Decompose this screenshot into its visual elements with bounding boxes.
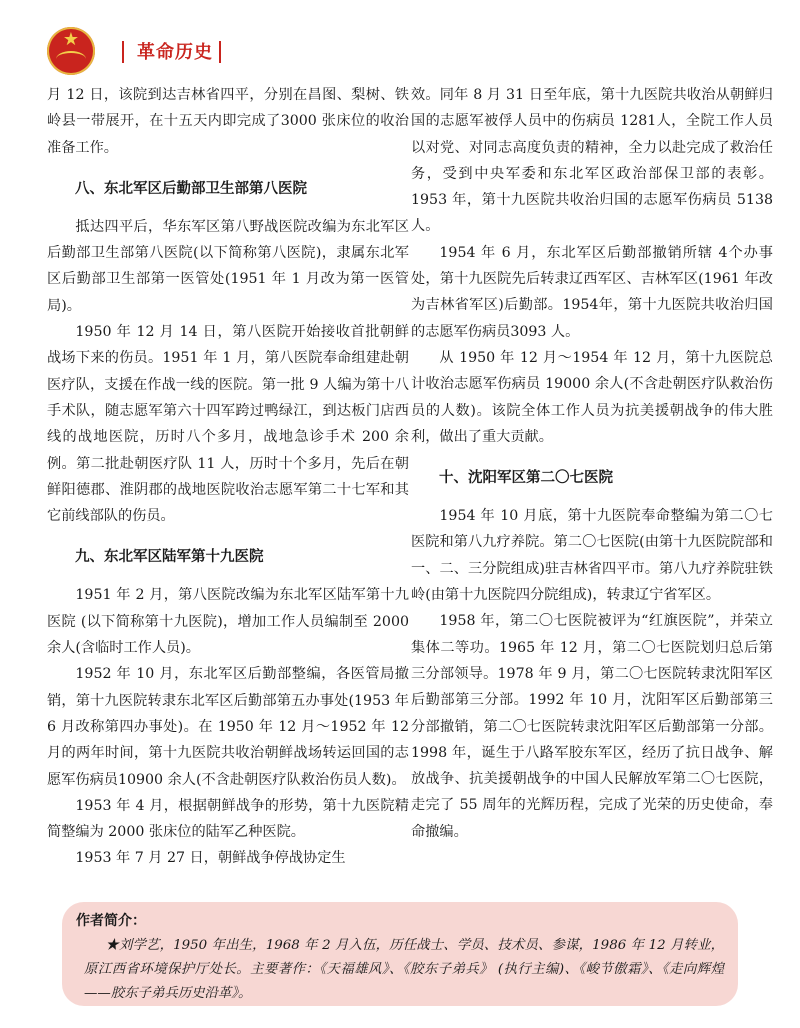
paragraph: 1954 年 10 月底，第十九医院奉命整编为第二〇七医院和第八九疗养院。第二〇七医院(由第十九医院院部和一、二、三分院组成)驻吉林省四平市。第八九疗养院驻铁岭(由第十九医院四分院组成)，转隶辽宁省军区。 (411, 508, 773, 604)
section-title: 革命历史 (137, 42, 213, 63)
paragraph: 月 12 日，该院到达吉林省四平，分别在昌图、梨树、铁岭县一带展开，在十五天内即完成了3000 张床位的收治准备工作。 (47, 87, 409, 156)
paragraph: 效。同年 8 月 31 日至年底，第十九医院共收治从朝鲜归国的志愿军被俘人员中的伤病员 1281人，全院工作人员以对党、对同志高度负责的精神，全力以赴完成了救治任务，受到中央军委和东北军区政治部保卫部的表彰。1953 年，第十九医院共收治归国的志愿军伤病员 5138 人。 (411, 87, 773, 235)
section-heading-10: 十、沈阳军区第二〇七医院 (439, 470, 613, 487)
header-divider-right (219, 41, 221, 63)
paragraph: 1953 年 7 月 27 日，朝鲜战争停战协定生 (75, 850, 346, 867)
author-bio-box (62, 902, 738, 1006)
paragraph: 1953 年 4 月，根据朝鲜战争的形势，第十九医院精简整编为 2000 张床位的陆军乙种医院。 (47, 797, 409, 841)
page-header (0, 0, 800, 80)
author-bio-label: 作者简介： (76, 913, 146, 929)
paragraph: 1958 年，第二〇七医院被评为“红旗医院”，并荣立集体二等功。1965 年 12 月，第二〇七医院划归总后第三分部领导。1978 年 9 月，第二〇七医院转隶沈阳军区后勤部第三分部。1992 年 10 月，沈阳军区后勤部第三分部撤销，第二〇七医院转隶沈阳军区后勤部第一分部。1998 年，诞生于八路军胶东军区，经历了抗日战争、解放战争、抗美援朝战争的中国人民解放军第二〇七医院，走完了 55 周年的光辉历程，完成了光荣的历史使命，奉命撤编。 (411, 613, 773, 840)
paragraph: 1952 年 10 月，东北军区后勤部整编，各医管局撤销，第十九医院转隶东北军区后勤部第五办事处(1953 年 6 月改称第四办事处)。在 1950 年 12 月～1952 年 12 月的两年时间，第十九医院共收治朝鲜战场转运回国的志愿军伤病员10900 余人(不含赴朝医疗队救治伤员人数)。 (47, 666, 409, 788)
emblem-logo (47, 27, 95, 75)
author-bio-text: ★刘学艺，1950 年出生，1968 年 2 月入伍，历任战士、学员、技术员、参谋，1986 年 12 月转业，原江西省环境保护厅处长。主要著作：《天福雄风》、《胶东子弟兵》 (执行主编)、《峻节傲霜》、《走向辉煌——胶东子弟兵历史沿革》。 (84, 938, 724, 1001)
section-heading-8: 八、东北军区后勤部卫生部第八医院 (75, 180, 307, 197)
paragraph: 抵达四平后，华东军区第八野战医院改编为东北军区后勤部卫生部第八医院(以下简称第八医院)，隶属东北军区后勤部卫生部第一医管处(1951 年 1 月改为第一医管局)。 (47, 218, 409, 314)
header-divider-left (122, 41, 124, 63)
paragraph: 1954 年 6 月，东北军区后勤部撤销所辖 4个办事处，第十九医院先后转隶辽西军区、吉林军区(1961 年改为吉林省军区)后勤部。1954年，第十九医院共收治归国的志愿军伤病员3093 人。 (411, 244, 773, 340)
star-icon: ★ (62, 29, 80, 50)
right-column (411, 82, 773, 845)
paragraph: 从 1950 年 12 月～1954 年 12 月，第十九医院总计收治志愿军伤病员 19000 余人(不含赴朝医疗队救治伤员的人数)。该院全体工作人员为抗美援朝战争的伟大胜利，做出了重大贡献。 (411, 349, 773, 445)
left-column (47, 82, 409, 872)
paragraph: 1951 年 2 月，第八医院改编为东北军区陆军第十九医院 (以下简称第十九医院)，增加工作人员编制至 2000 余人(含临时工作人员)。 (47, 587, 409, 657)
emblem-arc (56, 51, 86, 67)
section-heading-9: 九、东北军区陆军第十九医院 (75, 549, 264, 566)
paragraph: 1950 年 12 月 14 日，第八医院开始接收首批朝鲜战场下来的伤员。1951 年 1 月，第八医院奉命组建赴朝医疗队，支援在作战一线的医院。第一批 9 人编为第十八手术队，随志愿军第六十四军跨过鸭绿江，到达板门店西线的战地医院，历时八个多月，战地急诊手术 200 余例。第二批赴朝医疗队 11 人，历时十个多月，先后在朝鲜阳德郡、淮阴郡的战地医院收治志愿军第二十七军和其它前线部队的伤员。 (47, 324, 409, 525)
